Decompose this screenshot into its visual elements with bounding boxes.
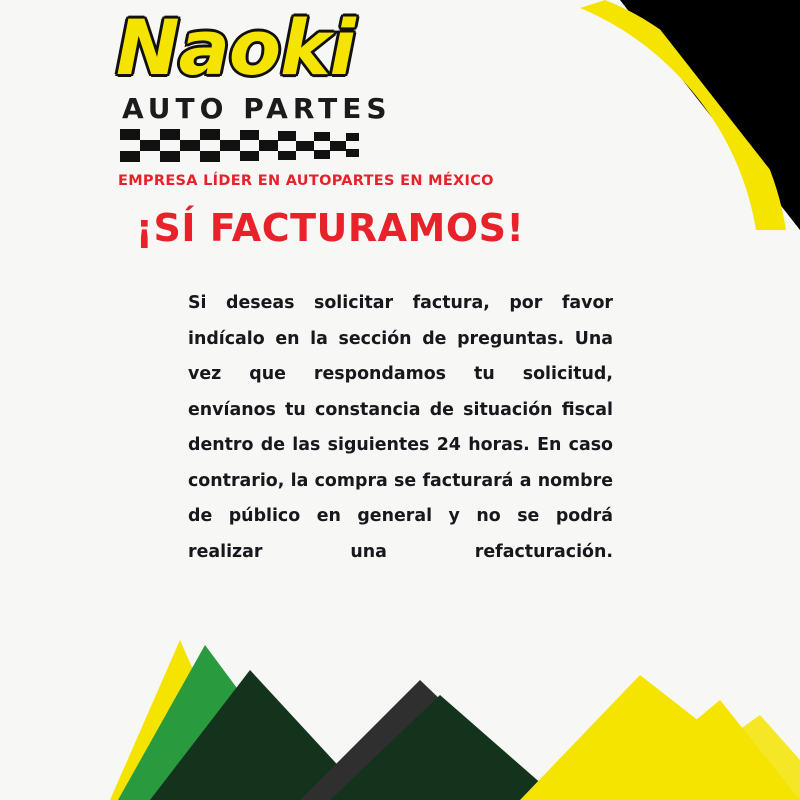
bottom-left-fill (0, 790, 60, 800)
brand-name: Naoki (116, 3, 355, 92)
black-triangle-top (620, 0, 800, 230)
brand-tagline: EMPRESA LÍDER EN AUTOPARTES EN MÉXICO (118, 173, 494, 189)
yellow-triangle-right (520, 675, 800, 800)
headline-text: ¡SÍ FACTURAMOS! (135, 206, 525, 250)
yellow-accent-right (640, 715, 800, 800)
dark-green-triangle-center (330, 695, 560, 800)
checker-row-2 (140, 140, 346, 151)
gray-triangle-center (300, 680, 545, 800)
dark-green-triangle-left (150, 670, 370, 800)
brand-subtitle: AUTO PARTES (122, 92, 392, 125)
yellow-triangle-far-right (600, 700, 800, 800)
bottom-decoration (0, 640, 800, 800)
checker-row-1 (120, 129, 359, 141)
yellow-swoosh-top (580, 0, 786, 230)
checkered-flag-icon (120, 129, 364, 163)
bottom-shapes (0, 640, 800, 800)
black-wedge-top (648, 14, 800, 208)
body-paragraph: Si deseas solicitar factura, por favor indícalo en la sección de preguntas. Una vez que respondamos tu solicitud, envíanos tu constancia de situación fiscal dentro de las siguientes 24 horas. En caso contrario, la compra se facturará a nombre de público en general y no se podrá realizar una refacturación. (188, 293, 613, 562)
brand-logo (116, 3, 536, 189)
yellow-triangle-left (110, 640, 250, 800)
green-triangle-left (118, 645, 320, 800)
